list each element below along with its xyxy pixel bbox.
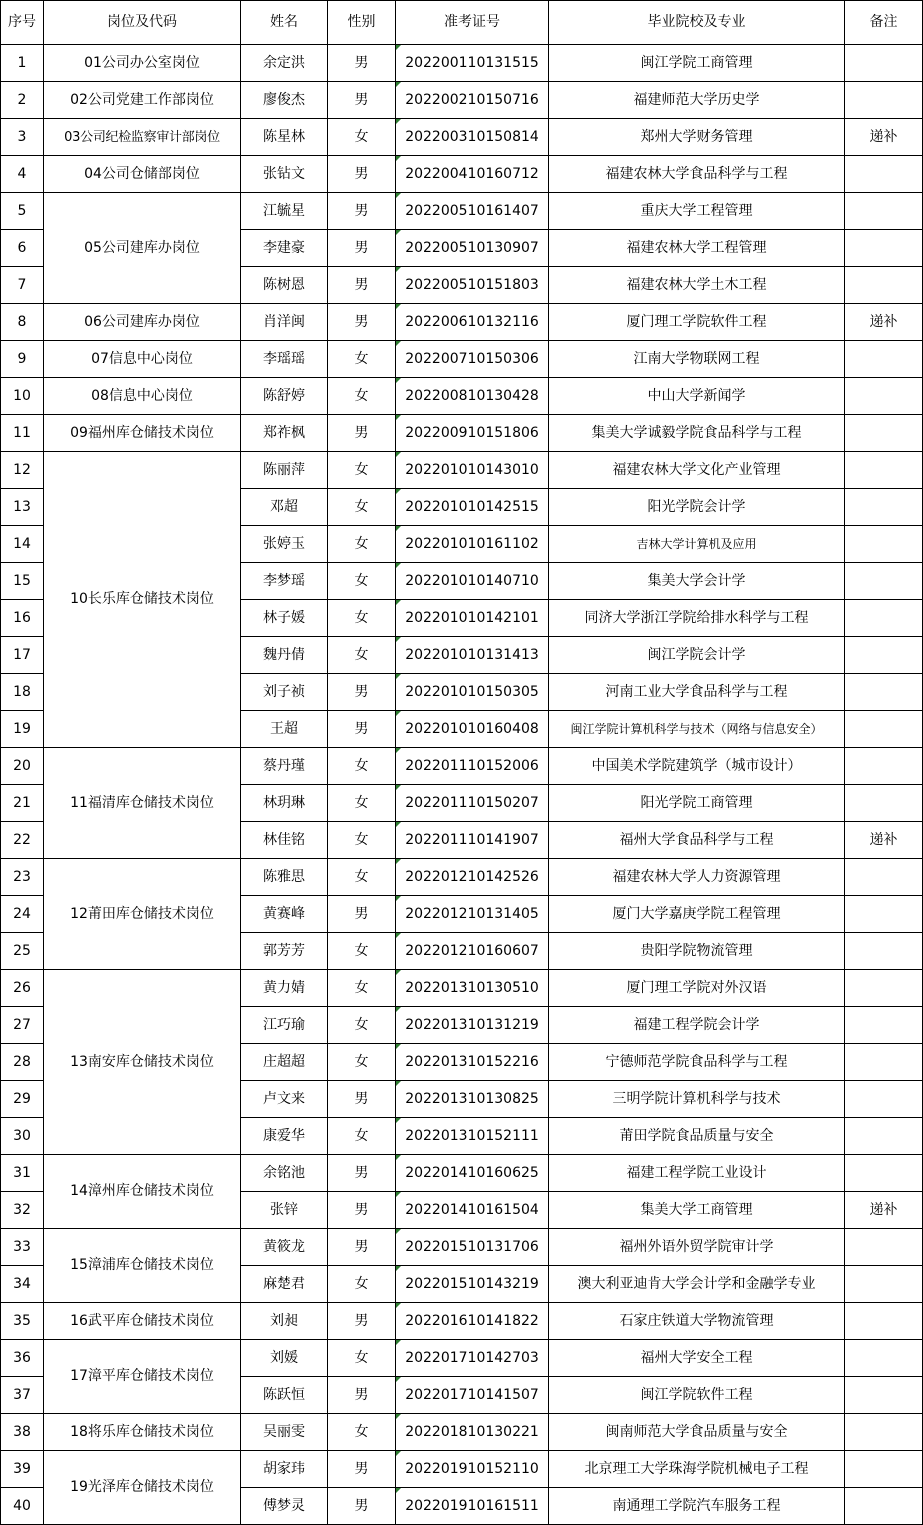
seq-cell: 3 (1, 119, 44, 156)
seq-cell: 9 (1, 341, 44, 378)
gender-cell: 男 (328, 1229, 396, 1266)
remark-cell (845, 563, 923, 600)
table-row (1, 859, 923, 896)
name-cell: 李瑶瑶 (241, 341, 328, 378)
seq-cell: 6 (1, 230, 44, 267)
gender-cell: 男 (328, 896, 396, 933)
remark-cell: 递补 (845, 304, 923, 341)
seq-cell: 20 (1, 748, 44, 785)
exam-no-cell: 202201010143010 (396, 452, 549, 489)
name-cell: 陈雅思 (241, 859, 328, 896)
school-cell: 闽南师范大学食品质量与安全 (549, 1414, 845, 1451)
position-cell: 14漳州库仓储技术岗位 (44, 1155, 241, 1229)
name-cell: 廖俊杰 (241, 82, 328, 119)
gender-cell: 男 (328, 1451, 396, 1488)
school-cell: 福州大学安全工程 (549, 1340, 845, 1377)
seq-cell: 4 (1, 156, 44, 193)
exam-no-cell: 202201210131405 (396, 896, 549, 933)
school-cell: 福建农林大学人力资源管理 (549, 859, 845, 896)
school-cell: 中国美术学院建筑学（城市设计） (549, 748, 845, 785)
gender-cell: 女 (328, 489, 396, 526)
remark-cell (845, 1229, 923, 1266)
gender-cell: 男 (328, 674, 396, 711)
seq-cell: 19 (1, 711, 44, 748)
school-cell: 北京理工大学珠海学院机械电子工程 (549, 1451, 845, 1488)
school-cell: 石家庄铁道大学物流管理 (549, 1303, 845, 1340)
school-cell: 贵阳学院物流管理 (549, 933, 845, 970)
school-cell: 阳光学院工商管理 (549, 785, 845, 822)
gender-cell: 男 (328, 1303, 396, 1340)
exam-no-cell: 202201110150207 (396, 785, 549, 822)
table-row (1, 119, 923, 156)
school-cell: 闽江学院计算机科学与技术（网络与信息安全） (549, 711, 845, 748)
exam-no-cell: 202201010140710 (396, 563, 549, 600)
name-cell: 张锌 (241, 1192, 328, 1229)
header-name: 姓名 (241, 1, 328, 45)
gender-cell: 男 (328, 267, 396, 304)
exam-no-cell: 202201310130510 (396, 970, 549, 1007)
position-cell: 05公司建库办岗位 (44, 193, 241, 304)
table-row (1, 156, 923, 193)
seq-cell: 35 (1, 1303, 44, 1340)
name-cell: 林玥琳 (241, 785, 328, 822)
exam-no-cell: 202201610141822 (396, 1303, 549, 1340)
remark-cell (845, 711, 923, 748)
school-cell: 吉林大学计算机及应用 (549, 526, 845, 563)
table-row (1, 1303, 923, 1340)
position-cell: 12莆田库仓储技术岗位 (44, 859, 241, 970)
school-cell: 莆田学院食品质量与安全 (549, 1118, 845, 1155)
gender-cell: 男 (328, 1192, 396, 1229)
exam-no-cell: 202200910151806 (396, 415, 549, 452)
name-cell: 陈星林 (241, 119, 328, 156)
school-cell: 河南工业大学食品科学与工程 (549, 674, 845, 711)
gender-cell: 女 (328, 859, 396, 896)
name-cell: 陈舒婷 (241, 378, 328, 415)
exam-no-cell: 202201810130221 (396, 1414, 549, 1451)
gender-cell: 女 (328, 600, 396, 637)
name-cell: 邓超 (241, 489, 328, 526)
school-cell: 三明学院计算机科学与技术 (549, 1081, 845, 1118)
school-cell: 福建工程学院会计学 (549, 1007, 845, 1044)
school-cell: 闽江学院软件工程 (549, 1377, 845, 1414)
gender-cell: 女 (328, 970, 396, 1007)
school-cell: 中山大学新闻学 (549, 378, 845, 415)
seq-cell: 13 (1, 489, 44, 526)
exam-no-cell: 202201210142526 (396, 859, 549, 896)
name-cell: 张婷玉 (241, 526, 328, 563)
gender-cell: 男 (328, 82, 396, 119)
name-cell: 黄赛峰 (241, 896, 328, 933)
position-cell: 01公司办公室岗位 (44, 45, 241, 82)
gender-cell: 男 (328, 1155, 396, 1192)
remark-cell (845, 526, 923, 563)
name-cell: 傅梦灵 (241, 1488, 328, 1525)
seq-cell: 7 (1, 267, 44, 304)
seq-cell: 26 (1, 970, 44, 1007)
seq-cell: 22 (1, 822, 44, 859)
seq-cell: 36 (1, 1340, 44, 1377)
name-cell: 黄筱龙 (241, 1229, 328, 1266)
table-row (1, 193, 923, 230)
gender-cell: 女 (328, 452, 396, 489)
seq-cell: 31 (1, 1155, 44, 1192)
school-cell: 同济大学浙江学院给排水科学与工程 (549, 600, 845, 637)
gender-cell: 女 (328, 563, 396, 600)
exam-no-cell: 202200810130428 (396, 378, 549, 415)
position-cell: 18将乐库仓储技术岗位 (44, 1414, 241, 1451)
remark-cell (845, 378, 923, 415)
remark-cell: 递补 (845, 822, 923, 859)
school-cell: 闽江学院会计学 (549, 637, 845, 674)
name-cell: 江毓星 (241, 193, 328, 230)
remark-cell (845, 1081, 923, 1118)
position-cell: 11福清库仓储技术岗位 (44, 748, 241, 859)
seq-cell: 27 (1, 1007, 44, 1044)
school-cell: 重庆大学工程管理 (549, 193, 845, 230)
gender-cell: 女 (328, 119, 396, 156)
table-body (1, 45, 923, 1525)
exam-no-cell: 202201010131413 (396, 637, 549, 674)
name-cell: 麻楚君 (241, 1266, 328, 1303)
seq-cell: 39 (1, 1451, 44, 1488)
exam-no-cell: 202201510131706 (396, 1229, 549, 1266)
seq-cell: 2 (1, 82, 44, 119)
name-cell: 林佳铭 (241, 822, 328, 859)
exam-no-cell: 202201210160607 (396, 933, 549, 970)
header-gender: 性别 (328, 1, 396, 45)
gender-cell: 女 (328, 637, 396, 674)
remark-cell (845, 600, 923, 637)
header-seq: 序号 (1, 1, 44, 45)
gender-cell: 男 (328, 1488, 396, 1525)
school-cell: 福建工程学院工业设计 (549, 1155, 845, 1192)
remark-cell (845, 1007, 923, 1044)
remark-cell (845, 1377, 923, 1414)
seq-cell: 1 (1, 45, 44, 82)
position-cell: 08信息中心岗位 (44, 378, 241, 415)
seq-cell: 15 (1, 563, 44, 600)
name-cell: 刘子祯 (241, 674, 328, 711)
exam-no-cell: 202200610132116 (396, 304, 549, 341)
exam-no-cell: 202200210150716 (396, 82, 549, 119)
table-row (1, 1155, 923, 1192)
gender-cell: 男 (328, 156, 396, 193)
exam-no-cell: 202201010161102 (396, 526, 549, 563)
remark-cell (845, 193, 923, 230)
table-header (1, 1, 923, 45)
remark-cell (845, 1488, 923, 1525)
table-row (1, 1451, 923, 1488)
name-cell: 刘昶 (241, 1303, 328, 1340)
exam-no-cell: 202200510161407 (396, 193, 549, 230)
table-row (1, 1229, 923, 1266)
seq-cell: 23 (1, 859, 44, 896)
name-cell: 余定洪 (241, 45, 328, 82)
remark-cell (845, 896, 923, 933)
gender-cell: 男 (328, 45, 396, 82)
exam-no-cell: 202201310152216 (396, 1044, 549, 1081)
remark-cell (845, 1044, 923, 1081)
gender-cell: 女 (328, 822, 396, 859)
exam-no-cell: 202201010160408 (396, 711, 549, 748)
remark-cell (845, 933, 923, 970)
seq-cell: 28 (1, 1044, 44, 1081)
gender-cell: 女 (328, 1044, 396, 1081)
remark-cell (845, 1340, 923, 1377)
name-cell: 郭芳芳 (241, 933, 328, 970)
remark-cell (845, 341, 923, 378)
school-cell: 福建农林大学工程管理 (549, 230, 845, 267)
header-exam-no: 准考证号 (396, 1, 549, 45)
table-row (1, 82, 923, 119)
position-cell: 09福州库仓储技术岗位 (44, 415, 241, 452)
remark-cell: 递补 (845, 119, 923, 156)
exam-no-cell: 202201910161511 (396, 1488, 549, 1525)
exam-no-cell: 202201310152111 (396, 1118, 549, 1155)
remark-cell (845, 415, 923, 452)
remark-cell (845, 748, 923, 785)
position-cell: 03公司纪检监察审计部岗位 (44, 119, 241, 156)
exam-no-cell: 202201410161504 (396, 1192, 549, 1229)
position-cell: 06公司建库办岗位 (44, 304, 241, 341)
seq-cell: 40 (1, 1488, 44, 1525)
exam-no-cell: 202200510130907 (396, 230, 549, 267)
name-cell: 黄力婧 (241, 970, 328, 1007)
gender-cell: 女 (328, 1340, 396, 1377)
name-cell: 魏丹倩 (241, 637, 328, 674)
position-cell: 15漳浦库仓储技术岗位 (44, 1229, 241, 1303)
position-cell: 16武平库仓储技术岗位 (44, 1303, 241, 1340)
school-cell: 福建农林大学土木工程 (549, 267, 845, 304)
seq-cell: 14 (1, 526, 44, 563)
gender-cell: 女 (328, 341, 396, 378)
name-cell: 陈跃恒 (241, 1377, 328, 1414)
table-row (1, 748, 923, 785)
name-cell: 蔡丹瑾 (241, 748, 328, 785)
header-remark: 备注 (845, 1, 923, 45)
name-cell: 郑祚枫 (241, 415, 328, 452)
seq-cell: 32 (1, 1192, 44, 1229)
school-cell: 江南大学物联网工程 (549, 341, 845, 378)
gender-cell: 女 (328, 1266, 396, 1303)
name-cell: 王超 (241, 711, 328, 748)
exam-no-cell: 202201010150305 (396, 674, 549, 711)
school-cell: 厦门理工学院对外汉语 (549, 970, 845, 1007)
name-cell: 林子媛 (241, 600, 328, 637)
remark-cell (845, 674, 923, 711)
school-cell: 郑州大学财务管理 (549, 119, 845, 156)
gender-cell: 男 (328, 1081, 396, 1118)
remark-cell (845, 82, 923, 119)
header-school: 毕业院校及专业 (549, 1, 845, 45)
exam-no-cell: 202201510143219 (396, 1266, 549, 1303)
seq-cell: 18 (1, 674, 44, 711)
gender-cell: 女 (328, 933, 396, 970)
name-cell: 卢文来 (241, 1081, 328, 1118)
header-position: 岗位及代码 (44, 1, 241, 45)
school-cell: 厦门理工学院软件工程 (549, 304, 845, 341)
exam-no-cell: 202201310131219 (396, 1007, 549, 1044)
remark-cell: 递补 (845, 1192, 923, 1229)
gender-cell: 女 (328, 1414, 396, 1451)
school-cell: 宁德师范学院食品科学与工程 (549, 1044, 845, 1081)
remark-cell (845, 452, 923, 489)
table-row (1, 415, 923, 452)
school-cell: 澳大利亚迪肯大学会计学和金融学专业 (549, 1266, 845, 1303)
school-cell: 福建农林大学文化产业管理 (549, 452, 845, 489)
remark-cell (845, 859, 923, 896)
seq-cell: 16 (1, 600, 44, 637)
school-cell: 福州大学食品科学与工程 (549, 822, 845, 859)
school-cell: 集美大学工商管理 (549, 1192, 845, 1229)
remark-cell (845, 45, 923, 82)
seq-cell: 10 (1, 378, 44, 415)
remark-cell (845, 230, 923, 267)
remark-cell (845, 1266, 923, 1303)
school-cell: 闽江学院工商管理 (549, 45, 845, 82)
seq-cell: 11 (1, 415, 44, 452)
exam-no-cell: 202200510151803 (396, 267, 549, 304)
remark-cell (845, 267, 923, 304)
school-cell: 集美大学会计学 (549, 563, 845, 600)
seq-cell: 8 (1, 304, 44, 341)
school-cell: 福建师范大学历史学 (549, 82, 845, 119)
name-cell: 李建豪 (241, 230, 328, 267)
seq-cell: 5 (1, 193, 44, 230)
school-cell: 厦门大学嘉庚学院工程管理 (549, 896, 845, 933)
remark-cell (845, 489, 923, 526)
remark-cell (845, 1155, 923, 1192)
exam-no-cell: 202201710142703 (396, 1340, 549, 1377)
table-row (1, 304, 923, 341)
name-cell: 李梦瑶 (241, 563, 328, 600)
table-row (1, 1340, 923, 1377)
remark-cell (845, 1118, 923, 1155)
school-cell: 福建农林大学食品科学与工程 (549, 156, 845, 193)
name-cell: 康爱华 (241, 1118, 328, 1155)
school-cell: 福州外语外贸学院审计学 (549, 1229, 845, 1266)
exam-no-cell: 202201410160625 (396, 1155, 549, 1192)
gender-cell: 女 (328, 748, 396, 785)
seq-cell: 33 (1, 1229, 44, 1266)
name-cell: 余铭池 (241, 1155, 328, 1192)
table-row (1, 452, 923, 489)
position-cell: 04公司仓储部岗位 (44, 156, 241, 193)
position-cell: 19光泽库仓储技术岗位 (44, 1451, 241, 1525)
position-cell: 02公司党建工作部岗位 (44, 82, 241, 119)
remark-cell (845, 1451, 923, 1488)
exam-no-cell: 202200710150306 (396, 341, 549, 378)
exam-no-cell: 202201110152006 (396, 748, 549, 785)
seq-cell: 38 (1, 1414, 44, 1451)
seq-cell: 37 (1, 1377, 44, 1414)
remark-cell (845, 1414, 923, 1451)
name-cell: 胡家玮 (241, 1451, 328, 1488)
name-cell: 庄超超 (241, 1044, 328, 1081)
seq-cell: 25 (1, 933, 44, 970)
exam-no-cell: 202201710141507 (396, 1377, 549, 1414)
position-cell: 13南安库仓储技术岗位 (44, 970, 241, 1155)
exam-no-cell: 202200310150814 (396, 119, 549, 156)
gender-cell: 男 (328, 711, 396, 748)
name-cell: 江巧瑜 (241, 1007, 328, 1044)
seq-cell: 12 (1, 452, 44, 489)
gender-cell: 女 (328, 526, 396, 563)
gender-cell: 男 (328, 230, 396, 267)
remark-cell (845, 637, 923, 674)
name-cell: 陈丽萍 (241, 452, 328, 489)
exam-no-cell: 202201010142101 (396, 600, 549, 637)
seq-cell: 21 (1, 785, 44, 822)
name-cell: 刘媛 (241, 1340, 328, 1377)
table-row (1, 45, 923, 82)
gender-cell: 男 (328, 1377, 396, 1414)
name-cell: 吴丽雯 (241, 1414, 328, 1451)
position-cell: 10长乐库仓储技术岗位 (44, 452, 241, 748)
gender-cell: 女 (328, 1118, 396, 1155)
exam-no-cell: 202201910152110 (396, 1451, 549, 1488)
name-cell: 张钻文 (241, 156, 328, 193)
school-cell: 集美大学诚毅学院食品科学与工程 (549, 415, 845, 452)
remark-cell (845, 1303, 923, 1340)
gender-cell: 男 (328, 193, 396, 230)
school-cell: 阳光学院会计学 (549, 489, 845, 526)
header-row (1, 1, 923, 45)
remark-cell (845, 156, 923, 193)
school-cell: 南通理工学院汽车服务工程 (549, 1488, 845, 1525)
name-cell: 肖洋闽 (241, 304, 328, 341)
table-row (1, 378, 923, 415)
table-row (1, 1414, 923, 1451)
remark-cell (845, 785, 923, 822)
seq-cell: 17 (1, 637, 44, 674)
name-cell: 陈树恩 (241, 267, 328, 304)
position-cell: 17漳平库仓储技术岗位 (44, 1340, 241, 1414)
seq-cell: 29 (1, 1081, 44, 1118)
seq-cell: 34 (1, 1266, 44, 1303)
exam-no-cell: 202201110141907 (396, 822, 549, 859)
gender-cell: 女 (328, 1007, 396, 1044)
table-row (1, 970, 923, 1007)
table-row (1, 341, 923, 378)
exam-no-cell: 202200410160712 (396, 156, 549, 193)
seq-cell: 24 (1, 896, 44, 933)
gender-cell: 男 (328, 415, 396, 452)
gender-cell: 男 (328, 304, 396, 341)
seq-cell: 30 (1, 1118, 44, 1155)
exam-no-cell: 202201310130825 (396, 1081, 549, 1118)
position-cell: 07信息中心岗位 (44, 341, 241, 378)
exam-no-cell: 202200110131515 (396, 45, 549, 82)
gender-cell: 女 (328, 378, 396, 415)
remark-cell (845, 970, 923, 1007)
gender-cell: 女 (328, 785, 396, 822)
exam-no-cell: 202201010142515 (396, 489, 549, 526)
